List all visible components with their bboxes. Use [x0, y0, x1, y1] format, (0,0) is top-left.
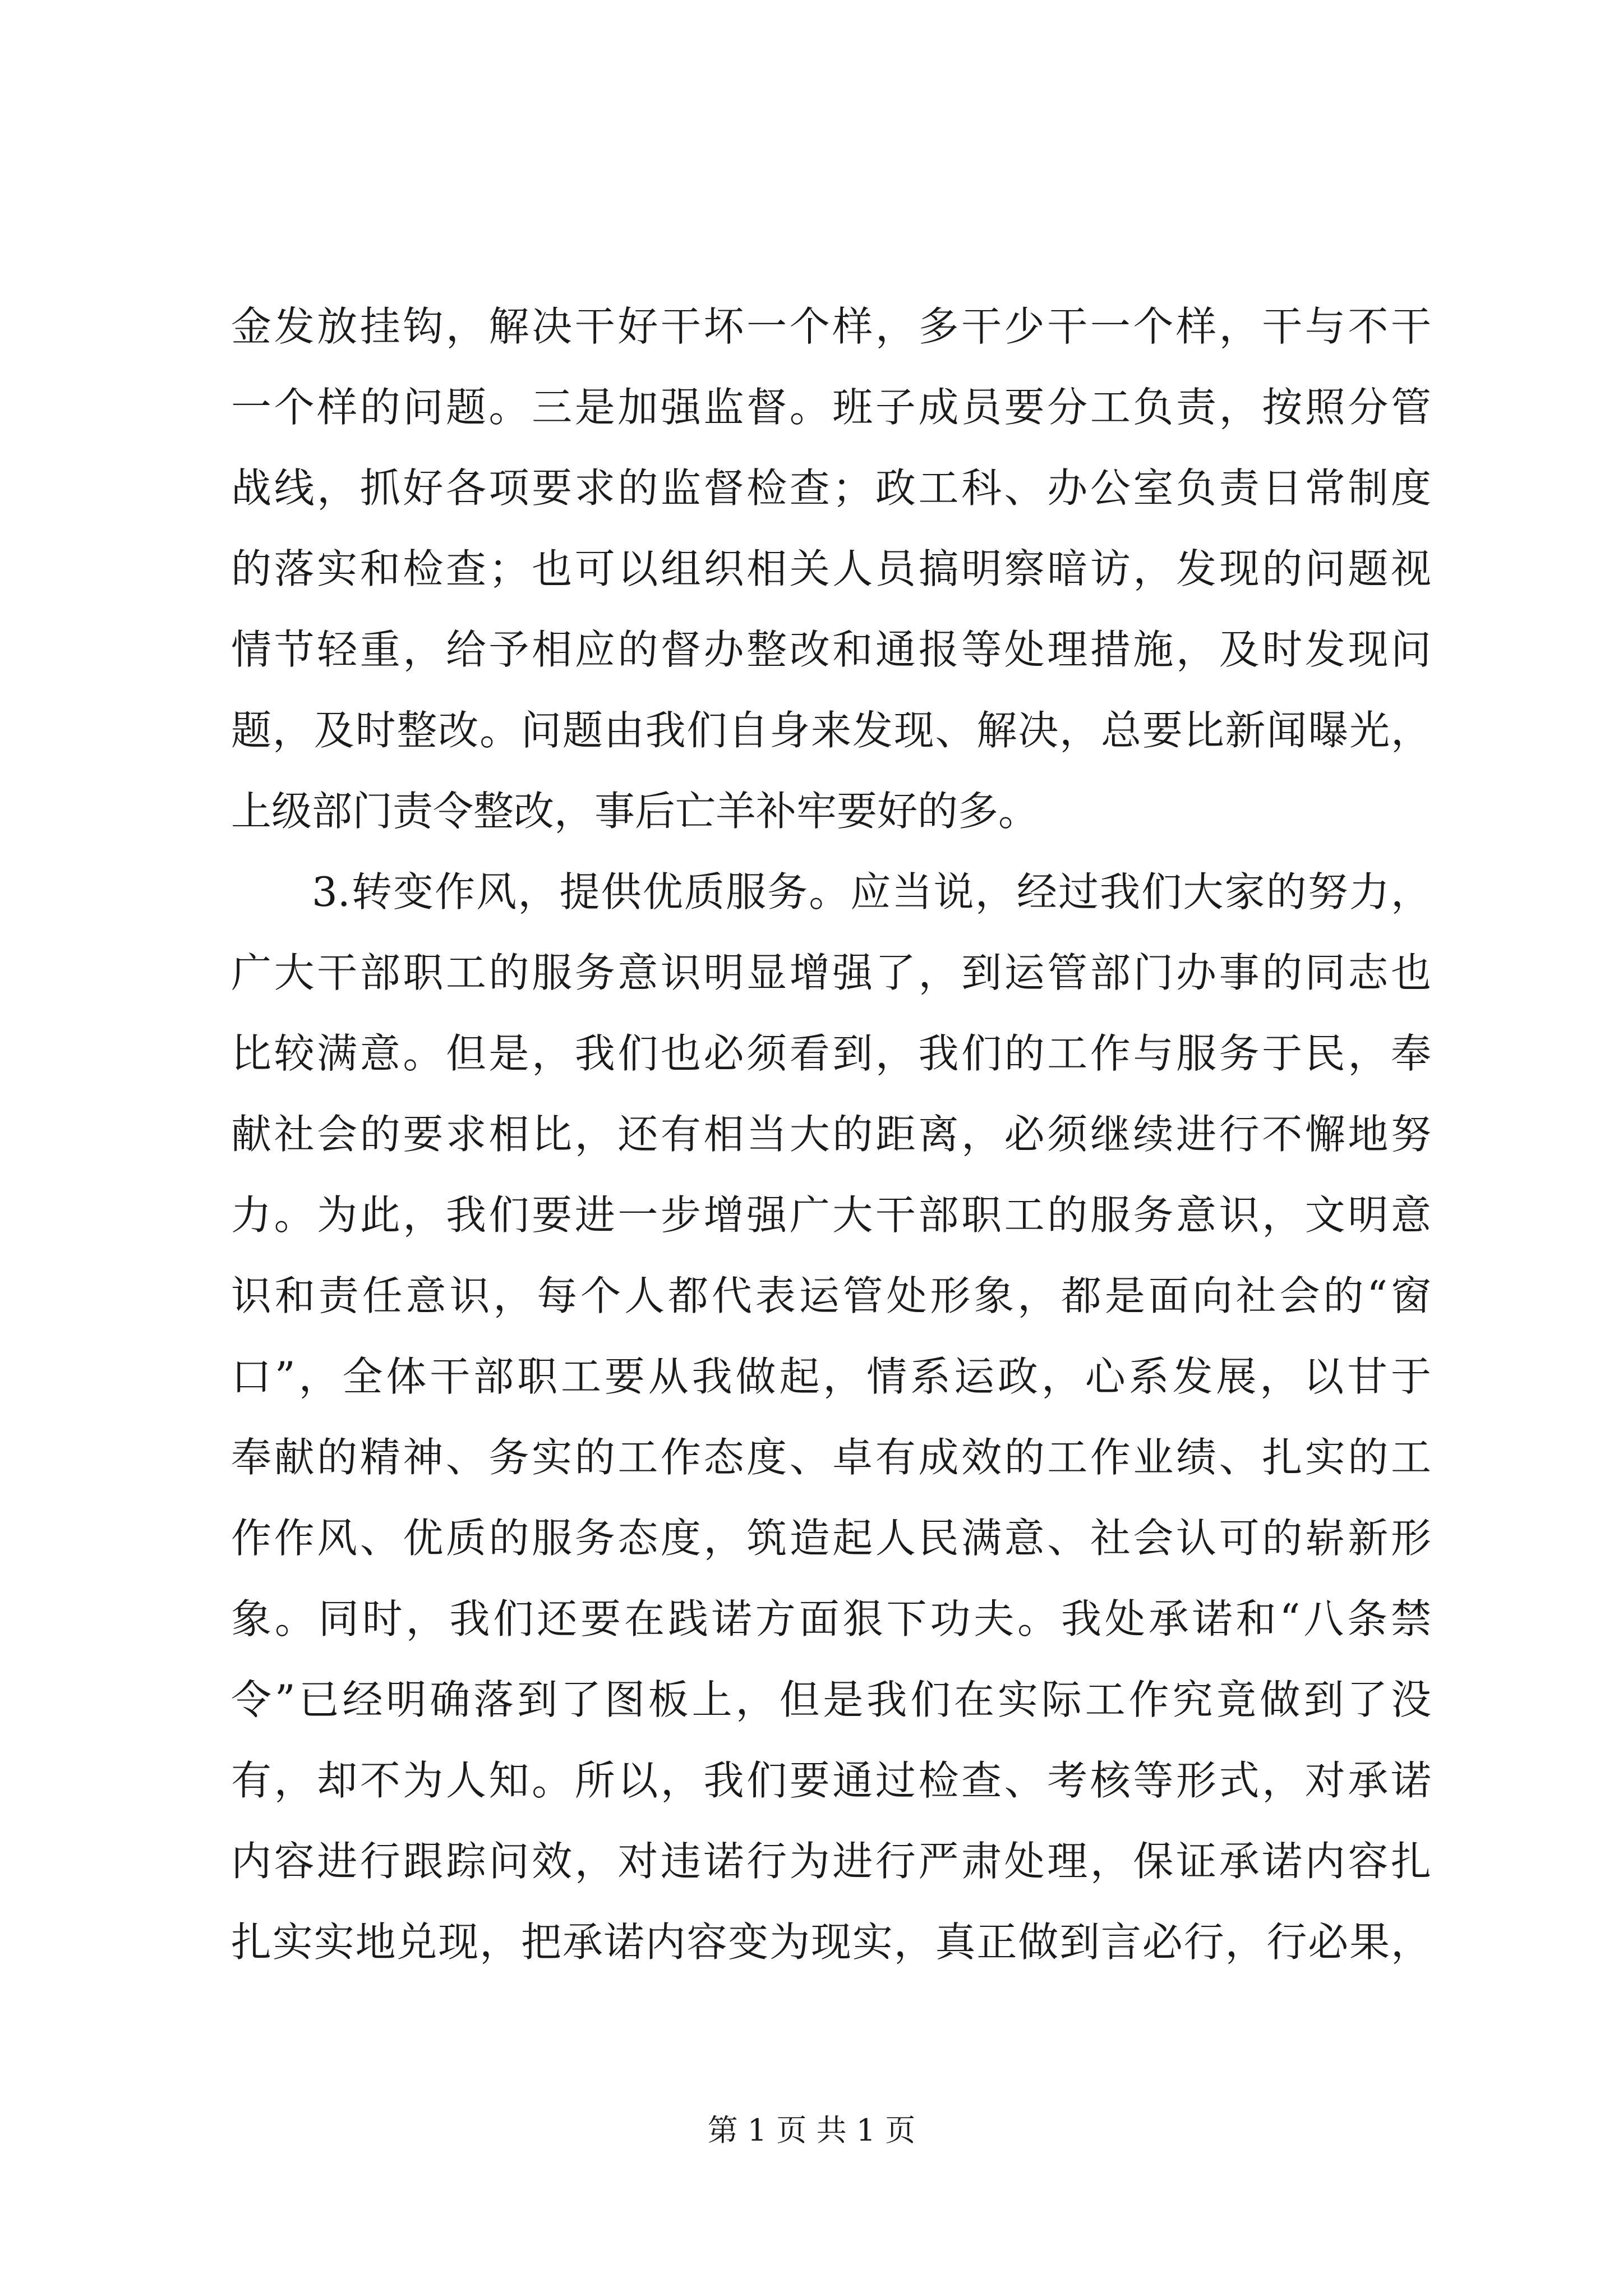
text-line: 一个样的问题。三是加强监督。班子成员要分工负责，按照分管 — [231, 384, 1431, 431]
text-line: 作作风、优质的服务态度，筑造起人民满意、社会认可的崭新形 — [231, 1515, 1431, 1562]
text-line: 广大干部职工的服务意识明显增强了，到运管部门办事的同志也 — [231, 949, 1431, 996]
text-line: 识和责任意识，每个人都代表运管处形象，都是面向社会的“窗 — [231, 1272, 1431, 1319]
text-line: 献社会的要求相比，还有相当大的距离，必须继续进行不懈地努 — [231, 1111, 1431, 1158]
text-line: 金发放挂钩，解决干好干坏一个样，多干少干一个样，干与不干 — [231, 303, 1431, 350]
text-line: 3.转变作风，提供优质服务。应当说，经过我们大家的努力， — [312, 868, 1431, 915]
page-number-footer: 第 1 页 共 1 页 — [707, 2113, 916, 2148]
text-line: 扎实实地兑现，把承诺内容变为现实，真正做到言必行，行必果， — [231, 1918, 1431, 1966]
text-line: 情节轻重，给予相应的督办整改和通报等处理措施，及时发现问 — [231, 626, 1431, 673]
text-line: 象。同时，我们还要在践诺方面狠下功夫。我处承诺和“八条禁 — [231, 1595, 1431, 1642]
text-line: 题，及时整改。问题由我们自身来发现、解决，总要比新闻曝光， — [231, 707, 1431, 754]
text-line: 比较满意。但是，我们也必须看到，我们的工作与服务于民，奉 — [231, 1030, 1431, 1077]
text-line: 战线，抓好各项要求的监督检查；政工科、办公室负责日常制度 — [231, 464, 1431, 512]
text-line: 有，却不为人知。所以，我们要通过检查、考核等形式，对承诺 — [231, 1757, 1431, 1804]
text-line: 令”已经明确落到了图板上，但是我们在实际工作究竟做到了没 — [231, 1676, 1431, 1723]
text-line: 口”，全体干部职工要从我做起，情系运政，心系发展，以甘于 — [231, 1353, 1431, 1400]
text-line: 内容进行跟踪问效，对违诺行为进行严肃处理，保证承诺内容扎 — [231, 1838, 1431, 1885]
text-line: 奉献的精神、务实的工作态度、卓有成效的工作业绩、扎实的工 — [231, 1434, 1431, 1481]
text-line: 力。为此，我们要进一步增强广大干部职工的服务意识，文明意 — [231, 1191, 1431, 1239]
document-body — [231, 286, 1431, 1982]
text-line: 的落实和检查；也可以组织相关人员搞明察暗访，发现的问题视 — [231, 545, 1431, 592]
text-line: 上级部门责令整改，事后亡羊补牢要好的多。 — [231, 788, 1039, 835]
